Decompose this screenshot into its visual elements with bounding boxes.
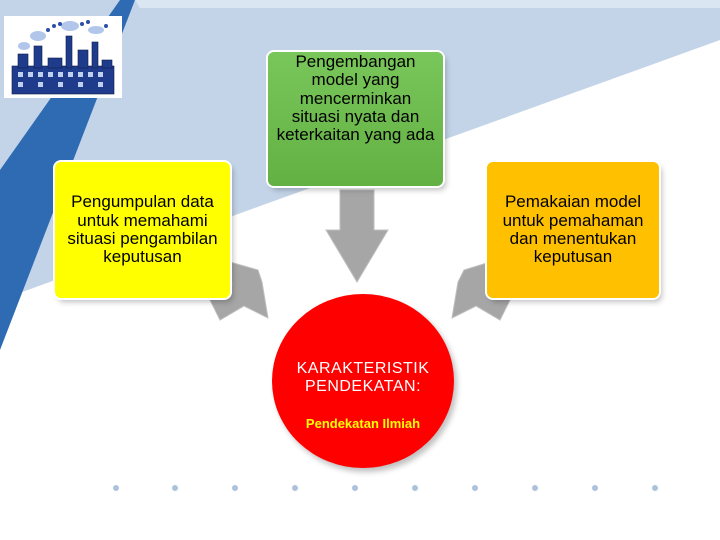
center-subtitle: Pendekatan Ilmiah xyxy=(305,416,421,431)
node-data-collection xyxy=(55,162,230,298)
node-model-usage xyxy=(487,162,659,298)
node-data-collection-label: Pengumpulan data untuk memahami situasi pengambilan keputusan xyxy=(67,192,218,267)
decorative-dot xyxy=(532,485,538,491)
center-title: KARAKTERISTIK PENDEKATAN: xyxy=(296,360,430,396)
decorative-dot xyxy=(472,485,478,491)
decorative-dot xyxy=(352,485,358,491)
node-model-development-label: Pengembangan model yang mencerminkan situasi nyata dan keterkaitan yang ada xyxy=(276,52,435,145)
decorative-dot xyxy=(412,485,418,491)
factory-icon xyxy=(4,16,122,98)
decorative-dot xyxy=(652,485,658,491)
background-accent-light xyxy=(135,0,720,8)
decorative-dot xyxy=(292,485,298,491)
node-model-development xyxy=(268,52,443,186)
decorative-dot xyxy=(592,485,598,491)
decorative-dot xyxy=(232,485,238,491)
decorative-dot xyxy=(172,485,178,491)
decorative-dot xyxy=(113,485,119,491)
node-model-usage-label: Pemakaian model untuk pemahaman dan menentukan keputusan xyxy=(502,192,644,267)
arrow-top xyxy=(326,190,388,282)
